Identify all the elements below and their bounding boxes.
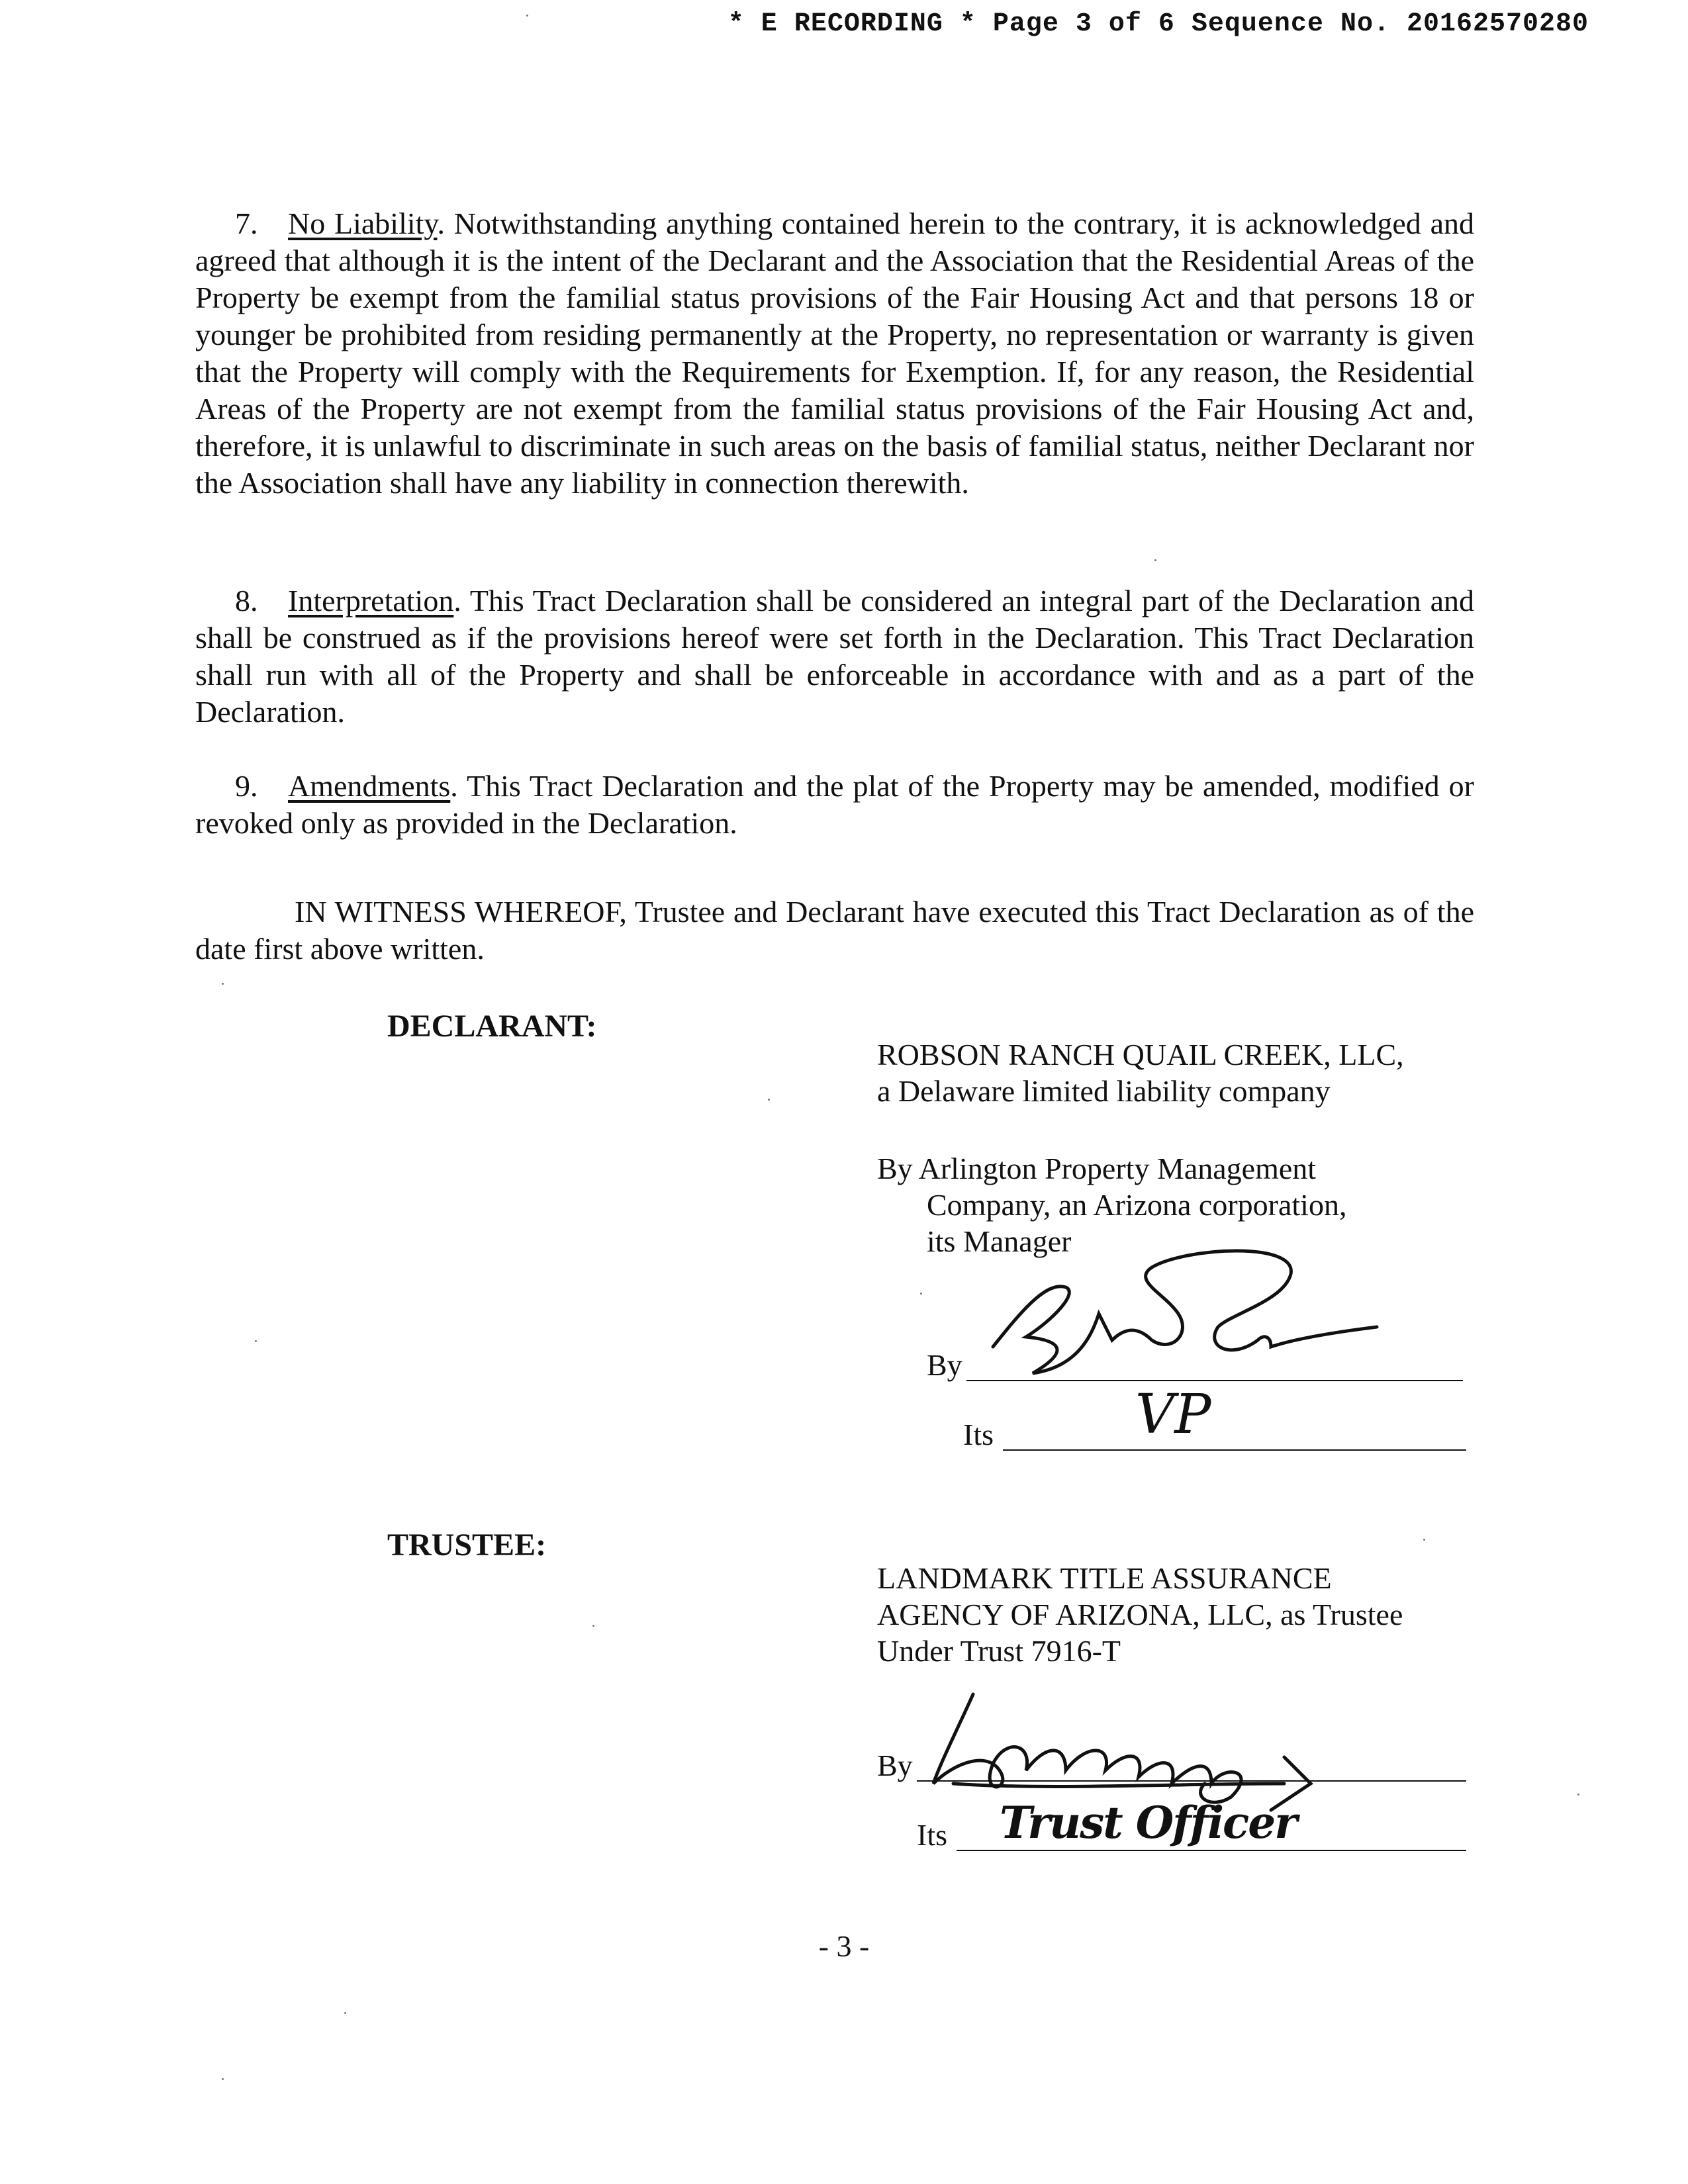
trustee-its-handwritten: Trust Officer xyxy=(1000,1797,1296,1848)
trustee-its-line xyxy=(917,1817,947,1853)
page-number: - 3 - xyxy=(818,1929,870,1963)
section-8 xyxy=(195,582,1474,731)
section-text: . Notwithstanding anything contained herein to the contrary, it is acknowledged and agreed that although it is the intent of the Declarant and the Association that the Residential Areas of the Property be exempt from the familial status provisions of the Fair Housing Act and that persons 18 or younger be prohibited from residing permanently at the Property, no representation or warranty is given that the Property will comply with the Requirements for Exemption. If, for any reason, the Residential Areas of the Property are not exempt from the familial status provisions of the Fair Housing Act and, therefore, it is unlawful to discriminate in such areas on the basis of familial status, neither Declarant nor the Association shall have any liability in connection therewith. xyxy=(195,206,1474,500)
manager-line-2: Company, an Arizona corporation, xyxy=(927,1188,1347,1222)
trustee-block xyxy=(877,1560,1403,1669)
section-title: No Liability xyxy=(288,206,438,240)
section-9 xyxy=(195,768,1474,842)
declarant-its-line xyxy=(963,1416,994,1453)
declarant-its-handwritten: VP xyxy=(1135,1383,1211,1446)
its-label: Its xyxy=(963,1418,994,1451)
declarant-by-line xyxy=(927,1347,962,1383)
scan-speck xyxy=(344,2012,346,2014)
scan-speck xyxy=(1154,559,1156,561)
scan-speck xyxy=(526,15,528,17)
scan-speck xyxy=(1577,1794,1579,1796)
declarant-company-block xyxy=(877,1036,1404,1109)
scan-speck xyxy=(255,1340,257,1342)
by-label: By xyxy=(877,1749,913,1782)
trustee-line-1: LANDMARK TITLE ASSURANCE xyxy=(877,1561,1332,1595)
scan-speck xyxy=(222,983,224,985)
trustee-line-2: AGENCY OF ARIZONA, LLC, as Trustee xyxy=(877,1598,1403,1631)
section-number: 9. xyxy=(235,769,258,803)
by-label: By xyxy=(927,1348,962,1382)
section-text: . This Tract Declaration and the plat of the Property may be amended, modified or revoked only as provided in the Declaration. xyxy=(195,769,1474,840)
trustee-by-line xyxy=(877,1747,913,1784)
scan-speck xyxy=(592,1625,594,1627)
section-number: 7. xyxy=(235,206,258,240)
scan-speck xyxy=(768,1099,770,1101)
trustee-line-3: Under Trust 7916-T xyxy=(877,1634,1121,1668)
section-title: Amendments xyxy=(288,769,451,803)
scan-speck xyxy=(1423,1539,1425,1541)
witness-clause xyxy=(195,893,1474,968)
declarant-company: ROBSON RANCH QUAIL CREEK, LLC, xyxy=(877,1038,1404,1071)
recording-header: * E RECORDING * Page 3 of 6 Sequence No. 20162570280 xyxy=(727,9,1589,39)
trustee-heading: TRUSTEE: xyxy=(387,1527,547,1563)
section-title: Interpretation xyxy=(288,584,454,617)
declarant-signature xyxy=(980,1241,1443,1400)
manager-line-1: By Arlington Property Management xyxy=(877,1152,1317,1185)
declarant-heading: DECLARANT: xyxy=(387,1009,597,1044)
scan-speck xyxy=(222,2078,224,2080)
section-7 xyxy=(195,205,1474,502)
section-text: . This Tract Declaration shall be considered an integral part of the Declaration and shall be construed as if the provisions hereof were set forth in the Declaration. This Tract Declaration shall run with all of the Property and shall be enforceable in accordance with and as a part of the Declaration. xyxy=(195,584,1474,729)
witness-text: IN WITNESS WHEREOF, Trustee and Declarant have executed this Tract Declaration as of the date first above written. xyxy=(195,895,1474,966)
section-number: 8. xyxy=(235,584,258,617)
scan-speck xyxy=(920,1293,922,1295)
manager-line-3: its Manager xyxy=(927,1224,1072,1258)
its-label: Its xyxy=(917,1818,947,1852)
declarant-company-desc: a Delaware limited liability company xyxy=(877,1074,1331,1108)
